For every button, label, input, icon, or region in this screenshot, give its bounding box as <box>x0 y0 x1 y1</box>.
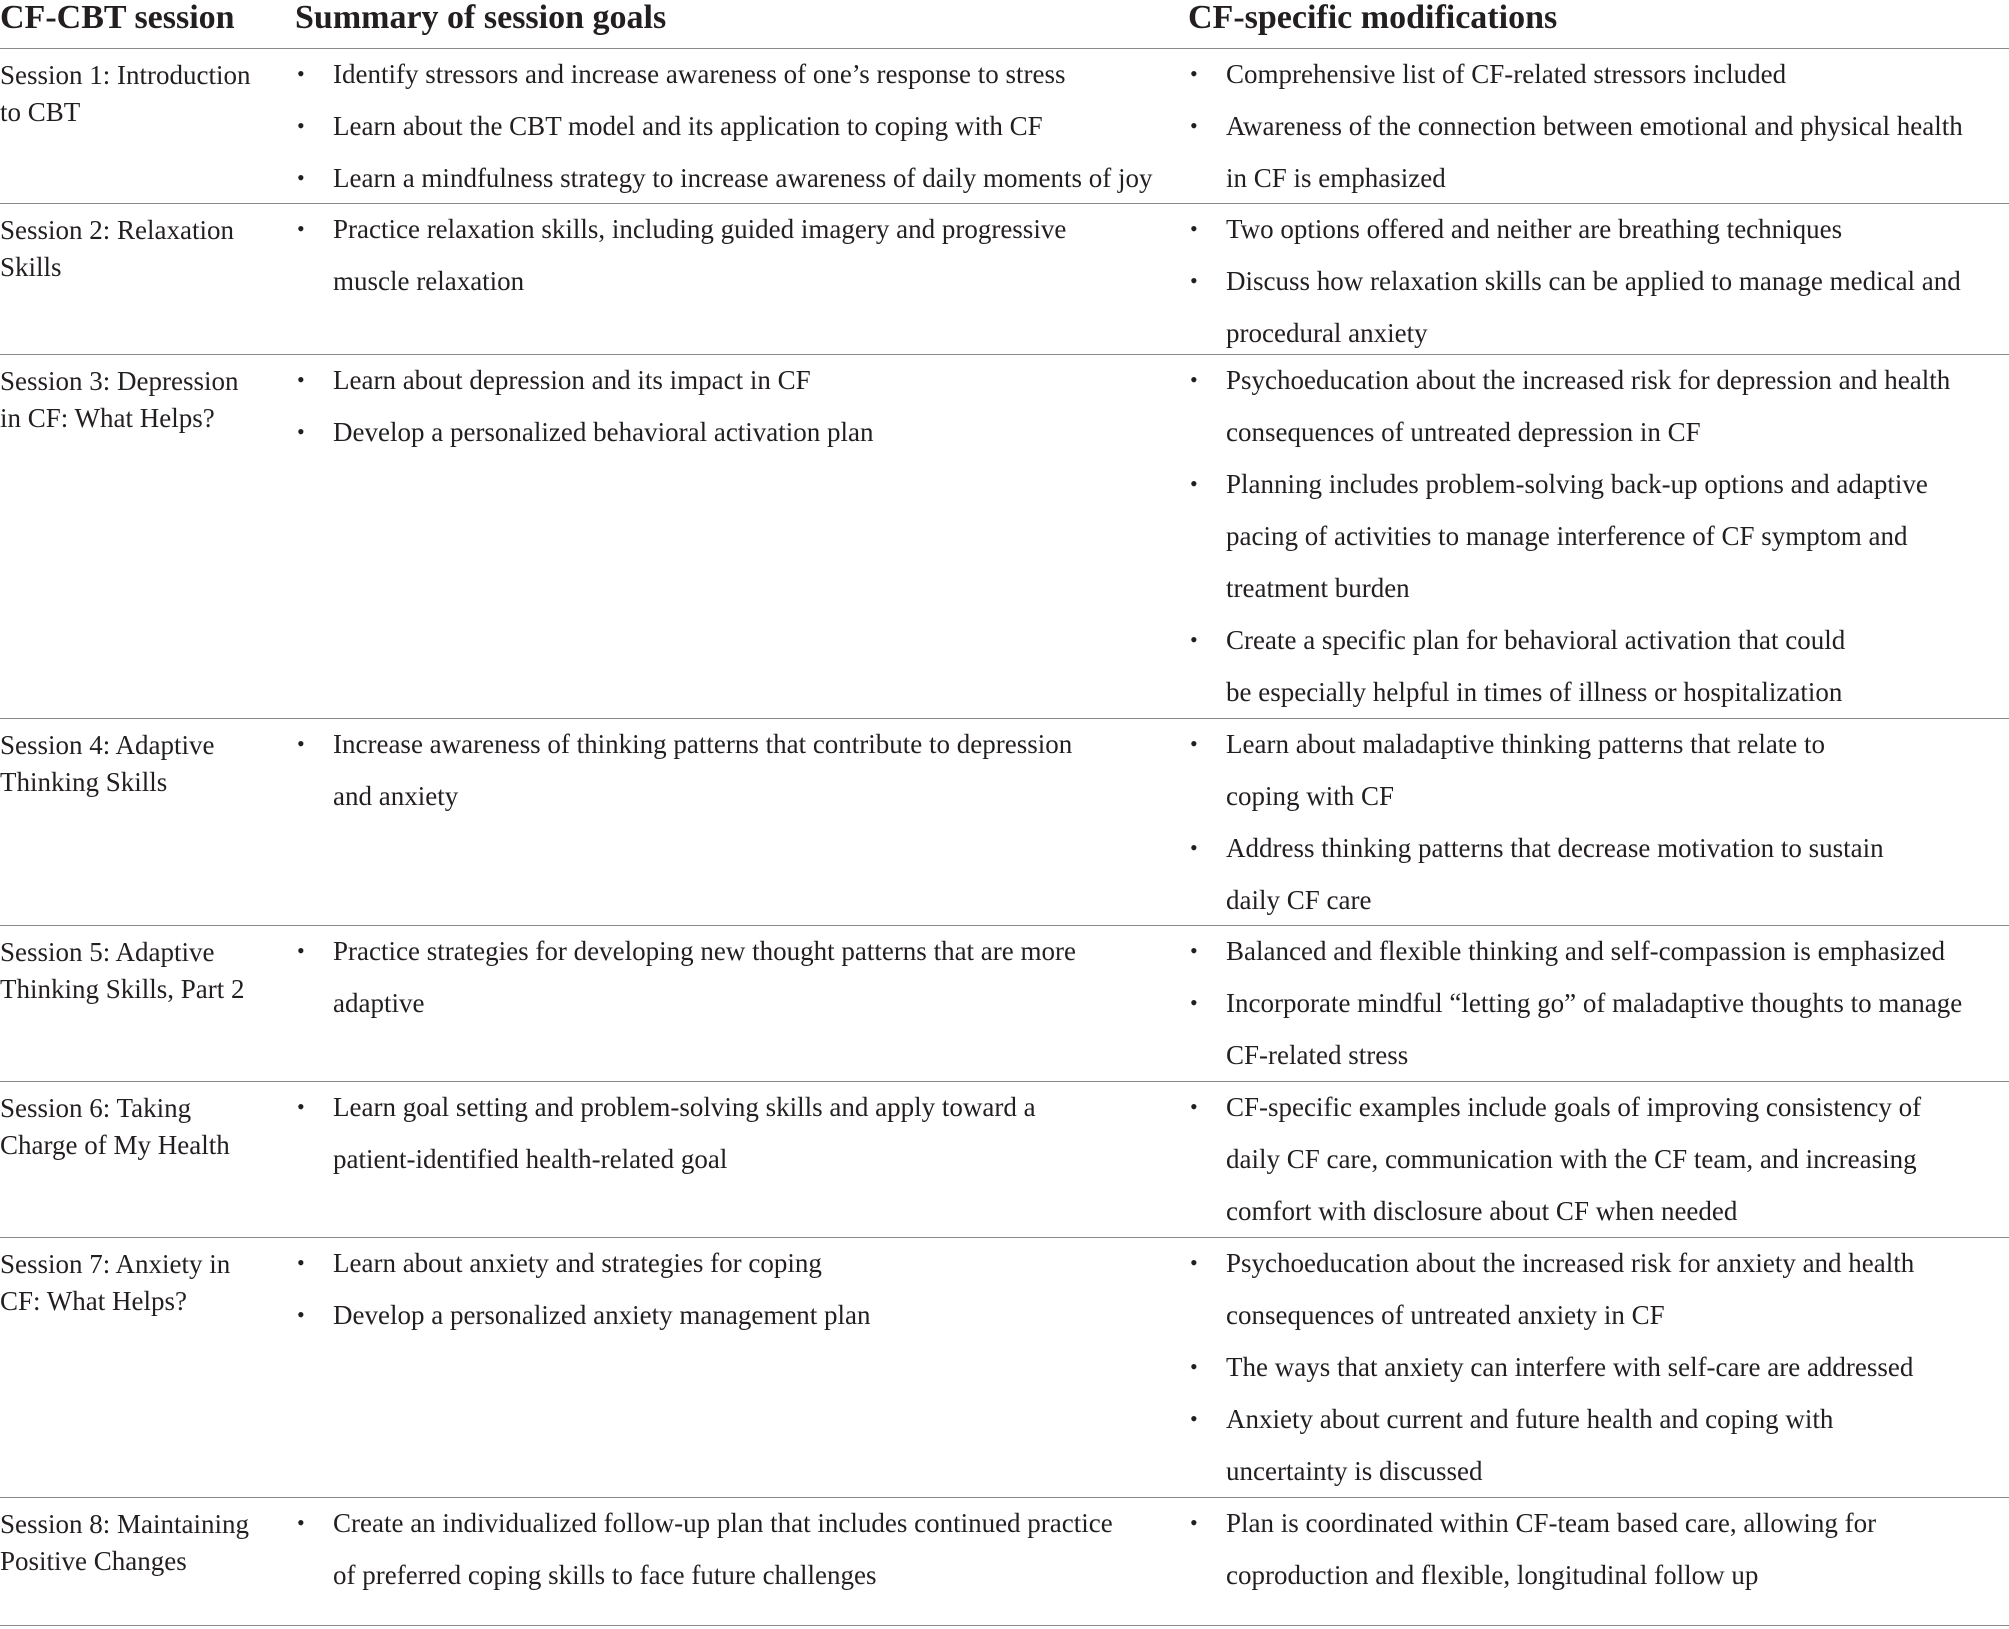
modification-item: • Psychoeducation about the increased risk for depression and health consequences of untreated depression in CF <box>1188 354 2009 458</box>
modification-item: • Create a specific plan for behavioral activation that could be especially helpful in times of illness or hospitalization <box>1188 614 2009 718</box>
goal-item: • Learn a mindfulness strategy to increase awareness of daily moments of joy <box>295 152 1175 204</box>
table-row <box>0 48 2009 204</box>
goal-item: • Develop a personalized anxiety management plan <box>295 1289 1175 1341</box>
modifications-cell <box>1188 48 2009 204</box>
session-cell: Session 7: Anxiety in CF: What Helps? <box>0 1249 231 1316</box>
goals-list <box>295 1237 1175 1341</box>
goals-list <box>295 48 1175 204</box>
modifications-cell <box>1188 354 2009 718</box>
modifications-cell <box>1188 718 2009 926</box>
goals-cell <box>295 925 1175 1029</box>
modification-item: • Awareness of the connection between emotional and physical health in CF is emphasized <box>1188 100 2009 204</box>
session-cell: Session 6: Taking Charge of My Health <box>0 1093 230 1160</box>
modification-item: • Incorporate mindful “letting go” of maladaptive thoughts to manage CF-related stress <box>1188 977 2009 1081</box>
goals-list <box>295 1497 1175 1601</box>
modification-item: • CF-specific examples include goals of improving consistency of daily CF care, communication with the CF team, and increasing comfort with disclosure about CF when needed <box>1188 1081 2009 1237</box>
modifications-list <box>1188 925 2009 1081</box>
goals-cell <box>295 1081 1175 1185</box>
goals-cell <box>295 718 1175 822</box>
goal-item: • Identify stressors and increase awareness of one’s response to stress <box>295 48 1175 100</box>
modifications-list <box>1188 354 2009 718</box>
modifications-list <box>1188 718 2009 926</box>
goal-item: • Practice relaxation skills, including guided imagery and progressive muscle relaxation <box>295 203 1175 307</box>
modification-item: • Anxiety about current and future health and coping with uncertainty is discussed <box>1188 1393 2009 1497</box>
session-cell: Session 8: Maintaining Positive Changes <box>0 1509 249 1576</box>
goals-list <box>295 925 1175 1029</box>
goals-list <box>295 718 1175 822</box>
modification-item: • Plan is coordinated within CF-team based care, allowing for coproduction and flexible, longitudinal follow up <box>1188 1497 2009 1601</box>
goal-item: • Create an individualized follow-up plan that includes continued practice of preferred coping skills to face future challenges <box>295 1497 1175 1601</box>
modification-item: • Psychoeducation about the increased risk for anxiety and health consequences of untreated anxiety in CF <box>1188 1237 2009 1341</box>
goals-list <box>295 1081 1175 1185</box>
table-row <box>0 203 2009 355</box>
modification-item: • Address thinking patterns that decrease motivation to sustain daily CF care <box>1188 822 2009 926</box>
modifications-cell <box>1188 1237 2009 1497</box>
session-cell: Session 4: Adaptive Thinking Skills <box>0 730 215 797</box>
modification-item: • The ways that anxiety can interfere with self-care are addressed <box>1188 1341 2009 1393</box>
modifications-list <box>1188 1081 2009 1237</box>
modifications-list <box>1188 1497 2009 1601</box>
table-row <box>0 1497 2009 1626</box>
header-modifications: CF-specific modifications <box>1188 0 1558 36</box>
goals-cell <box>295 354 1175 458</box>
goals-list <box>295 203 1175 307</box>
modification-item: • Discuss how relaxation skills can be applied to manage medical and procedural anxiety <box>1188 255 2009 359</box>
modification-item: • Two options offered and neither are breathing techniques <box>1188 203 2009 255</box>
goals-cell <box>295 203 1175 307</box>
goal-item: • Learn about depression and its impact in CF <box>295 354 1175 406</box>
goal-item: • Learn goal setting and problem-solving skills and apply toward a patient-identified health-related goal <box>295 1081 1175 1185</box>
modifications-cell <box>1188 925 2009 1081</box>
modifications-list <box>1188 203 2009 359</box>
modifications-cell <box>1188 1081 2009 1237</box>
table-row <box>0 925 2009 1082</box>
modification-item: • Comprehensive list of CF-related stressors included <box>1188 48 2009 100</box>
goals-list <box>295 354 1175 458</box>
goals-cell <box>295 1497 1175 1601</box>
modifications-cell <box>1188 203 2009 359</box>
table-row <box>0 718 2009 926</box>
table-row <box>0 1237 2009 1498</box>
modification-item: • Planning includes problem-solving back-up options and adaptive pacing of activities to manage interference of CF symptom and treatment burden <box>1188 458 2009 614</box>
goal-item: • Learn about the CBT model and its application to coping with CF <box>295 100 1175 152</box>
modifications-list <box>1188 48 2009 204</box>
table-header <box>0 0 2009 49</box>
session-cell: Session 3: Depression in CF: What Helps? <box>0 366 239 433</box>
modifications-list <box>1188 1237 2009 1497</box>
modification-item: • Balanced and flexible thinking and self-compassion is emphasized <box>1188 925 2009 977</box>
session-cell: Session 5: Adaptive Thinking Skills, Part 2 <box>0 937 245 1004</box>
table-row <box>0 354 2009 719</box>
header-goals: Summary of session goals <box>295 0 667 36</box>
goal-item: • Practice strategies for developing new thought patterns that are more adaptive <box>295 925 1175 1029</box>
session-cell: Session 1: Introduction to CBT <box>0 60 251 127</box>
header-session: CF-CBT session <box>0 0 235 36</box>
table-row <box>0 1081 2009 1238</box>
modification-item: • Learn about maladaptive thinking patterns that relate to coping with CF <box>1188 718 2009 822</box>
goals-cell <box>295 48 1175 204</box>
session-cell: Session 2: Relaxation Skills <box>0 215 234 282</box>
goals-cell <box>295 1237 1175 1341</box>
modifications-cell <box>1188 1497 2009 1601</box>
goal-item: • Develop a personalized behavioral activation plan <box>295 406 1175 458</box>
goal-item: • Learn about anxiety and strategies for coping <box>295 1237 1175 1289</box>
goal-item: • Increase awareness of thinking patterns that contribute to depression and anxiety <box>295 718 1175 822</box>
